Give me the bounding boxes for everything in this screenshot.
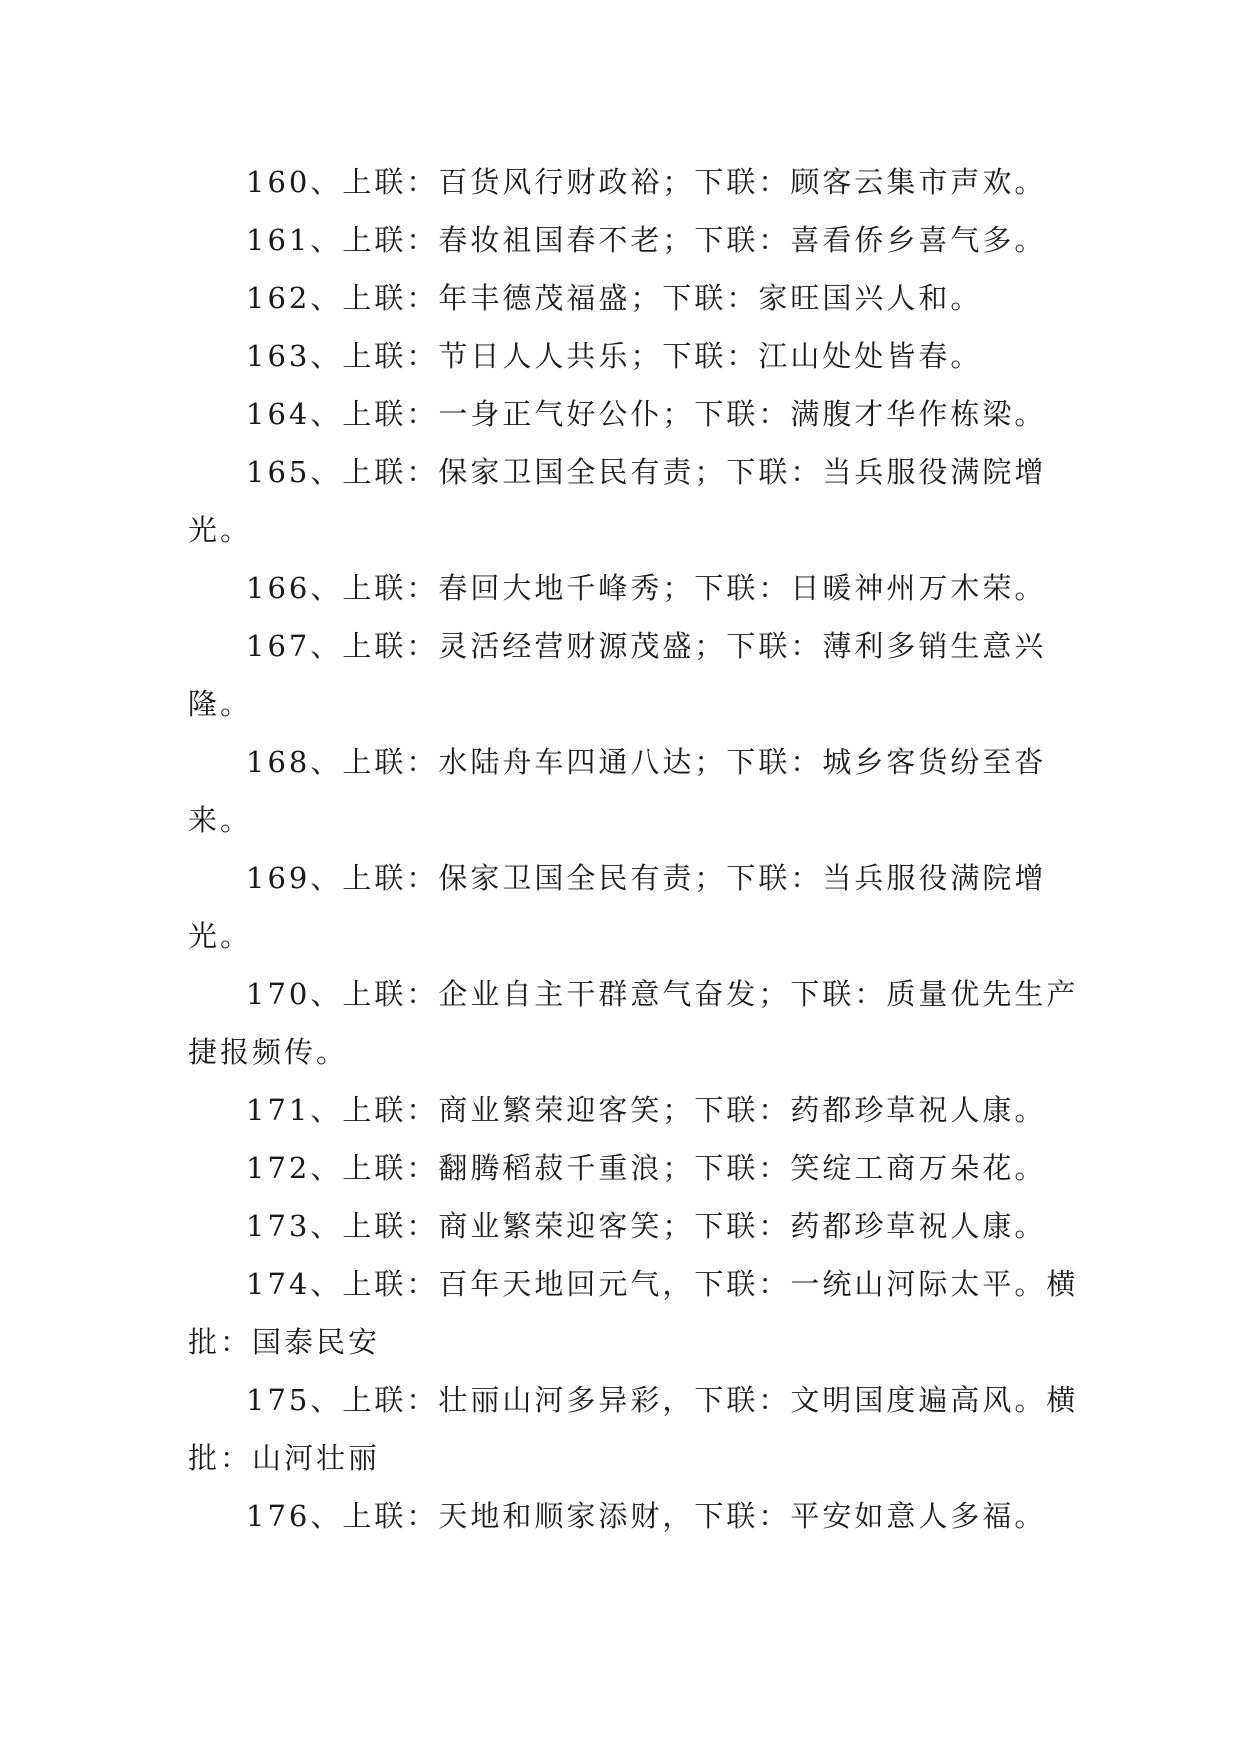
couplet-164: 164、上联：一身正气好公仆；下联：满腹才华作栋梁。 — [246, 397, 1047, 431]
couplet-172: 172、上联：翻腾稻菽千重浪；下联：笑绽工商万朵花。 — [246, 1151, 1047, 1185]
couplet-161: 161、上联：春妆祖国春不老；下联：喜看侨乡喜气多。 — [246, 223, 1047, 257]
couplet-163: 163、上联：节日人人共乐；下联：江山处处皆春。 — [246, 339, 983, 373]
couplet-169: 169、上联：保家卫国全民有责；下联：当兵服役满院增光。 — [188, 861, 1047, 953]
couplet-166: 166、上联：春回大地千峰秀；下联：日暖神州万木荣。 — [246, 571, 1047, 605]
couplet-174: 174、上联：百年天地回元气，下联：一统山河际太平。横批：国泰民安 — [188, 1267, 1079, 1359]
couplet-165: 165、上联：保家卫国全民有责；下联：当兵服役满院增光。 — [188, 455, 1047, 547]
couplet-175: 175、上联：壮丽山河多异彩，下联：文明国度遍高风。横批：山河壮丽 — [188, 1383, 1079, 1475]
couplet-167: 167、上联：灵活经营财源茂盛；下联：薄利多销生意兴隆。 — [188, 629, 1047, 721]
couplet-168: 168、上联：水陆舟车四通八达；下联：城乡客货纷至沓来。 — [188, 745, 1047, 837]
couplet-162: 162、上联：年丰德茂福盛；下联：家旺国兴人和。 — [246, 281, 983, 315]
couplet-160: 160、上联：百货风行财政裕；下联：顾客云集市声欢。 — [246, 165, 1047, 199]
couplet-171: 171、上联：商业繁荣迎客笑；下联：药都珍草祝人康。 — [246, 1093, 1047, 1127]
couplet-170: 170、上联：企业自主干群意气奋发；下联：质量优先生产捷报频传。 — [188, 977, 1079, 1069]
couplet-173: 173、上联：商业繁荣迎客笑；下联：药都珍草祝人康。 — [246, 1209, 1047, 1243]
couplet-176: 176、上联：天地和顺家添财，下联：平安如意人多福。 — [246, 1499, 1047, 1533]
couplet-list — [188, 153, 1080, 1545]
